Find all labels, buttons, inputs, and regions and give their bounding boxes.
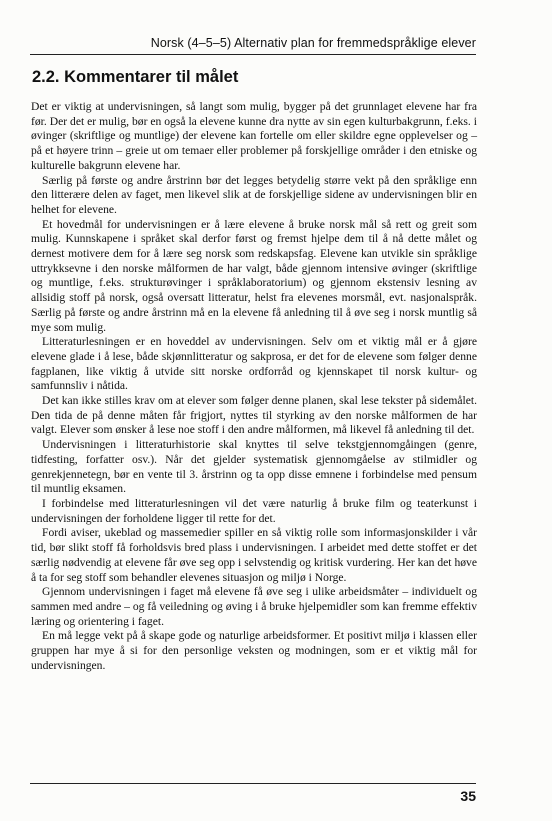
paragraph: Litteraturlesningen er en hoveddel av undervisningen. Selv om et viktig mål er å gjøre elevene glade i å lese, både skjønnlitteratur og sakprosa, er det for de elevene som følger denne fagplanen, like viktig å utvide sitt norske ordforråd og kjennskapet til norsk kultur- og samfunnsliv i nåtida. — [31, 335, 477, 393]
page-number: 35 — [460, 788, 476, 804]
paragraph: Fordi aviser, ukeblad og massemedier spiller en så viktig rolle som informasjonskilder i vår tid, bør slikt stoff få forholdsvis bred plass i undervisningen. I arbeidet med dette stoffet er det særlig nødvendig at elevene får øve seg opp i selvstendig og kritisk vurdering. Her kan det høve å ta for seg stoff som behandler elevenes situasjon og miljø i Norge. — [31, 526, 477, 584]
header-rule — [30, 54, 476, 55]
paragraph: En må legge vekt på å skape gode og naturlige arbeidsformer. Et positivt miljø i klassen eller gruppen har mye å si for den personlige veksten og modningen, som er et viktig mål for undervisningen. — [31, 629, 477, 672]
paragraph: Særlig på første og andre årstrinn bør det legges betydelig større vekt på den språklige enn den litterære delen av faget, men likevel slik at de forskjellige sidene av undervisningen blir en helhet for elevene. — [31, 173, 477, 216]
paragraph: I forbindelse med litteraturlesningen vil det være naturlig å bruke film og teaterkunst i undervisningen der forholdene ligger til rette for det. — [31, 496, 477, 525]
paragraph: Gjennom undervisningen i faget må elevene få øve seg i ulike arbeidsmåter – individuelt og sammen med andre – og få veiledning og øving i å bruke hjelpemidler som kan fremme effektiv læring og orientering i faget. — [31, 585, 477, 628]
section-title: 2.2. Kommentarer til målet — [32, 68, 239, 86]
footer-rule — [30, 783, 476, 784]
paragraph: Et hovedmål for undervisningen er å lære elevene å bruke norsk mål så rett og greit som mulig. Kunnskapene i språket skal derfor først og fremst hjelpe dem til å nå dette målet og dernest motivere dem for å lære seg norsk som redskapsfag. Elevene kan utvikle sin språklige uttrykksevne i den norske målformen de har valgt, både gjennom intensive øvinger (skriftlige og muntlige, f.eks. strukturøvinger i språklaboratorium) og gjennom ekstensiv lesning av allsidig stoff på norsk, også oversatt litteratur, helst fra elevenes morsmål, evt. nasjonalspråk. Særlig på første og andre årstrinn må en la elevene få anledning til å øve seg i norsk muntlig så mye som mulig. — [31, 217, 477, 334]
body-text — [31, 100, 477, 673]
paragraph: Det er viktig at undervisningen, så langt som mulig, bygger på det grunnlaget elevene har fra før. Der det er mulig, bør en også la elevene kunne dra nytte av sin egen kulturbakgrunn, f.eks. i øvinger (skriftlige og muntlige) der elevene kan fortelle om eller skildre egne opplevelser og – på et høyere trinn – greie ut om temaer eller problemer på forskjellige områder i den etniske og kulturelle bakgrunn elevene har. — [31, 100, 477, 172]
paragraph: Det kan ikke stilles krav om at elever som følger denne planen, skal lese tekster på sidemålet. Den tida de på denne måten får frigjort, nyttes til styrking av den norske målformen de har valgt. Elever som ønsker å lese noe stoff i den andre målformen, må likevel få anledning til det. — [31, 394, 477, 437]
running-head: Norsk (4–5–5) Alternativ plan for fremmedspråklige elever — [150, 36, 476, 50]
paragraph: Undervisningen i litteraturhistorie skal knyttes til selve tekstgjennomgåingen (genre, tidfesting, forfatter osv.). Når det gjelder systematisk gjennomgåelse av stilmidler og genrekjennetegn, bør en vente til 3. årstrinn og ta opp disse emnene i forbindelse med pensum til muntlig eksamen. — [31, 438, 477, 496]
